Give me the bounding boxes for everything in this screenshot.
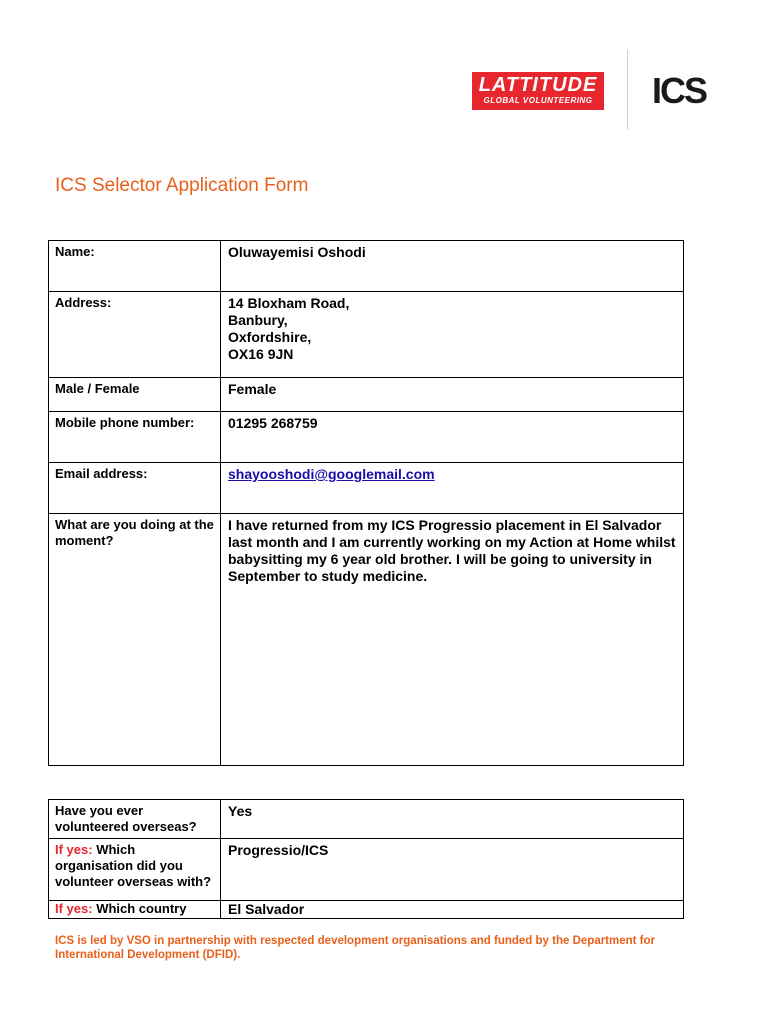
table-row-volunteered [49, 800, 684, 839]
table-row-gender [49, 378, 684, 412]
volunteered-label: Have you ever volunteered overseas? [49, 800, 221, 839]
organisation-value[interactable]: Progressio/ICS [221, 839, 684, 901]
if-yes-marker: If yes: [55, 842, 93, 857]
logo-divider [627, 50, 628, 130]
footer-note: ICS is led by VSO in partnership with respected development organisations and funded by the Department for International Development (DFID). [55, 935, 656, 961]
lattitude-logo-subtext: GLOBAL VOLUNTEERING [483, 96, 593, 105]
lattitude-logo-text: LATTITUDE [478, 74, 598, 96]
gender-label: Male / Female [49, 378, 221, 412]
address-line-1: 14 Bloxham Road, [228, 295, 350, 311]
table-row-activity [49, 514, 684, 766]
volunteered-value[interactable]: Yes [221, 800, 684, 839]
address-line-4: OX16 9JN [228, 346, 294, 362]
table-row-phone [49, 412, 684, 463]
address-line-3: Oxfordshire, [228, 329, 312, 345]
address-label: Address: [49, 292, 221, 378]
email-label: Email address: [49, 463, 221, 514]
phone-value[interactable]: 01295 268759 [221, 412, 684, 463]
phone-label: Mobile phone number: [49, 412, 221, 463]
table-row-email [49, 463, 684, 514]
organisation-label [49, 839, 221, 901]
table-row-country [49, 901, 684, 919]
activity-value[interactable]: I have returned from my ICS Progressio placement in El Salvador last month and I am currently working on my Action at Home whilst babysitting my 6 year old brother. I will be going to university in September to study medicine. [221, 514, 684, 766]
lattitude-logo [472, 72, 604, 110]
name-value[interactable]: Oluwayemisi Oshodi [221, 241, 684, 292]
email-link[interactable]: shayooshodi@googlemail.com [228, 466, 435, 482]
table-row-organisation [49, 839, 684, 901]
table-row-name [49, 241, 684, 292]
address-line-2: Banbury, [228, 312, 288, 328]
ics-logo: ICS [652, 70, 707, 111]
name-label: Name: [49, 241, 221, 292]
page-title: ICS Selector Application Form [55, 175, 309, 196]
country-label [49, 901, 221, 919]
country-label-text: Which country [92, 901, 187, 916]
email-value[interactable] [221, 463, 684, 514]
address-value[interactable] [221, 292, 684, 378]
activity-label: What are you doing at the moment? [49, 514, 221, 766]
gender-value[interactable]: Female [221, 378, 684, 412]
volunteer-history-table [48, 799, 684, 919]
table-row-address [49, 292, 684, 378]
applicant-details-table [48, 240, 684, 766]
country-value[interactable]: El Salvador [221, 901, 684, 919]
organisation-label-text: Which organisation did you volunteer overseas with? [55, 842, 212, 889]
if-yes-marker: If yes: [55, 901, 93, 916]
